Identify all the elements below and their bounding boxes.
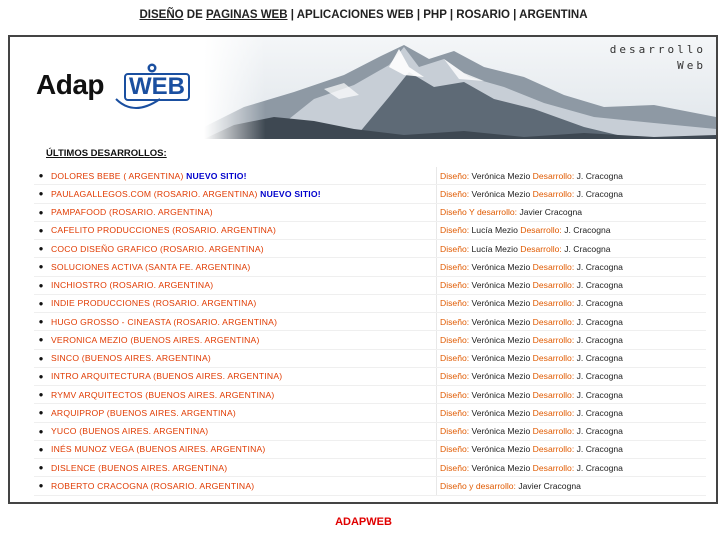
credit-value: Verónica Mezio — [469, 188, 533, 199]
project-link[interactable]: INTRO ARQUITECTURA (BUENOS AIRES. ARGENTINA) — [51, 371, 283, 382]
credit-value: J. Cracogna — [561, 225, 611, 236]
project-link[interactable]: ARQUIPROP (BUENOS AIRES. ARGENTINA) — [51, 407, 236, 418]
credit-value: Verónica Mezio — [469, 334, 533, 345]
new-site-badge: NUEVO SITIO! — [186, 170, 247, 181]
credit-cell — [437, 459, 707, 477]
bullet-icon: ● — [34, 203, 48, 221]
credit-value: Verónica Mezio — [469, 298, 533, 309]
credit-value: Verónica Mezio — [469, 280, 533, 291]
bullet-icon: ● — [34, 221, 48, 239]
table-row — [34, 349, 706, 367]
project-link[interactable]: PAULAGALLEGOS.COM (ROSARIO. ARGENTINA) — [51, 188, 261, 199]
bullet-icon: ● — [34, 185, 48, 203]
project-link[interactable]: YUCO (BUENOS AIRES. ARGENTINA) — [51, 426, 209, 437]
projects-table — [34, 167, 706, 496]
credit-value: Verónica Mezio — [469, 316, 533, 327]
bullet-icon: ● — [34, 240, 48, 258]
nav-link[interactable]: DISEÑO — [139, 9, 184, 21]
bullet-icon: ● — [34, 386, 48, 404]
credit-value: J. Cracogna — [574, 280, 623, 291]
credit-value: J. Cracogna — [574, 462, 623, 473]
table-row — [34, 294, 706, 312]
project-link[interactable]: INÉS MUNOZ VEGA (BUENOS AIRES. ARGENTINA) — [51, 444, 266, 455]
credit-label: Diseño: — [440, 462, 470, 473]
site-header — [10, 37, 716, 139]
project-link[interactable]: PAMPAFOOD (ROSARIO. ARGENTINA) — [51, 207, 213, 218]
credit-value: Verónica Mezio — [469, 426, 533, 437]
credit-value: Verónica Mezio — [469, 261, 533, 272]
credit-cell — [437, 240, 707, 258]
credit-label: Diseño: — [440, 407, 470, 418]
credit-label: Diseño: — [440, 334, 470, 345]
credit-label: Diseño: — [440, 298, 470, 309]
bullet-icon: ● — [34, 459, 48, 477]
logo-text: Adap — [36, 69, 104, 100]
credit-cell — [437, 404, 707, 422]
credit-label: Diseño: — [440, 389, 470, 400]
project-cell — [48, 440, 437, 458]
credit-label: Desarrollo: — [532, 261, 575, 272]
credit-cell — [437, 167, 707, 185]
table-row — [34, 167, 706, 185]
project-cell — [48, 331, 437, 349]
project-cell — [48, 459, 437, 477]
project-cell — [48, 185, 437, 203]
project-cell — [48, 313, 437, 331]
project-cell — [48, 221, 437, 239]
bullet-icon: ● — [34, 331, 48, 349]
credit-label: Desarrollo: — [532, 353, 575, 364]
credit-cell — [437, 331, 707, 349]
credit-cell — [437, 221, 707, 239]
nav-link[interactable]: PAGINAS WEB — [205, 9, 288, 21]
credit-cell — [437, 477, 707, 495]
credit-value: J. Cracogna — [574, 353, 623, 364]
credit-value: Verónica Mezio — [469, 407, 533, 418]
credit-cell — [437, 440, 707, 458]
credit-label: Desarrollo: — [532, 444, 575, 455]
top-nav — [0, 9, 727, 21]
credit-label: Desarrollo: — [532, 298, 575, 309]
credit-cell — [437, 349, 707, 367]
bullet-icon: ● — [34, 477, 48, 495]
credit-value: Verónica Mezio — [469, 462, 533, 473]
project-cell — [48, 258, 437, 276]
logo-badge: WEB — [124, 73, 190, 101]
project-cell — [48, 349, 437, 367]
project-cell — [48, 294, 437, 312]
credit-label: Diseño: — [440, 371, 470, 382]
credit-cell — [437, 422, 707, 440]
project-link[interactable]: INCHIOSTRO (ROSARIO. ARGENTINA) — [51, 280, 214, 291]
bullet-icon: ● — [34, 276, 48, 294]
credit-label: Desarrollo: — [520, 225, 562, 236]
project-link[interactable]: RYMV ARQUITECTOS (BUENOS AIRES. ARGENTINA) — [51, 389, 275, 400]
credit-cell — [437, 294, 707, 312]
credit-label: Diseño Y desarrollo: — [440, 207, 518, 218]
table-row — [34, 404, 706, 422]
bullet-icon: ● — [34, 422, 48, 440]
bullet-icon: ● — [34, 349, 48, 367]
table-row — [34, 440, 706, 458]
project-cell — [48, 203, 437, 221]
credit-label: Diseño: — [440, 170, 470, 181]
tagline-line1: desarrollo — [609, 43, 706, 56]
credit-cell — [437, 313, 707, 331]
project-link[interactable]: ROBERTO CRACOGNA (ROSARIO. ARGENTINA) — [51, 480, 255, 491]
table-row — [34, 367, 706, 385]
credit-label: Diseño: — [440, 316, 470, 327]
credit-label: Desarrollo: — [520, 243, 562, 254]
credit-label: Diseño: — [440, 261, 470, 272]
credit-label: Diseño: — [440, 280, 470, 291]
credit-value: Verónica Mezio — [469, 371, 533, 382]
project-cell — [48, 477, 437, 495]
table-row — [34, 258, 706, 276]
credit-label: Diseño: — [440, 426, 470, 437]
new-site-badge: NUEVO SITIO! — [260, 188, 321, 199]
bullet-icon: ● — [34, 313, 48, 331]
project-link[interactable]: COCO DISEÑO GRAFICO (ROSARIO. ARGENTINA) — [51, 243, 264, 254]
credit-value: Verónica Mezio — [469, 170, 533, 181]
credit-label: Diseño: — [440, 243, 470, 254]
bullet-icon: ● — [34, 404, 48, 422]
footer-title: ADAPWEB — [335, 516, 392, 528]
project-cell — [48, 167, 437, 185]
project-link[interactable]: VERONICA MEZIO (BUENOS AIRES. ARGENTINA) — [51, 334, 260, 345]
credit-value: J. Cracogna — [574, 298, 623, 309]
bullet-icon: ● — [34, 294, 48, 312]
bullet-icon: ● — [34, 367, 48, 385]
mountain-banner — [204, 37, 716, 139]
credit-label: Desarrollo: — [532, 334, 575, 345]
credit-cell — [437, 276, 707, 294]
credit-value: J. Cracogna — [574, 371, 623, 382]
credit-label: Diseño y desarrollo: — [440, 480, 516, 491]
credit-label: Diseño: — [440, 444, 470, 455]
bullet-icon: ● — [34, 258, 48, 276]
table-row — [34, 221, 706, 239]
credit-cell — [437, 203, 707, 221]
credit-label: Diseño: — [440, 225, 470, 236]
section-title: ÚLTIMOS DESARROLLOS: — [46, 148, 167, 159]
credit-value: J. Cracogna — [574, 316, 623, 327]
credit-value: Lucía Mezio — [469, 225, 521, 236]
credit-label: Desarrollo: — [532, 407, 575, 418]
project-link[interactable]: DISLENCE (BUENOS AIRES. ARGENTINA) — [51, 462, 228, 473]
credit-value: Javier Cracogna — [517, 207, 583, 218]
project-cell — [48, 422, 437, 440]
project-link[interactable]: SOLUCIONES ACTIVA (SANTA FE. ARGENTINA) — [51, 261, 251, 272]
table-row — [34, 422, 706, 440]
credit-label: Desarrollo: — [532, 188, 575, 199]
project-link[interactable]: CAFELITO PRODUCCIONES (ROSARIO. ARGENTINA) — [51, 225, 277, 236]
credit-value: J. Cracogna — [561, 243, 611, 254]
credit-value: Verónica Mezio — [469, 353, 533, 364]
main-frame — [8, 35, 718, 504]
project-link[interactable]: DOLORES BEBE ( ARGENTINA) — [51, 170, 187, 181]
nav-text: | APLICACIONES WEB | PHP | ROSARIO | ARGENTINA — [287, 9, 588, 21]
project-cell — [48, 240, 437, 258]
credit-label: Desarrollo: — [532, 280, 575, 291]
credit-value: J. Cracogna — [574, 444, 623, 455]
credit-label: Desarrollo: — [532, 426, 575, 437]
credit-value: J. Cracogna — [574, 170, 623, 181]
credit-value: Verónica Mezio — [469, 444, 533, 455]
nav-text: DE — [183, 9, 206, 21]
project-link[interactable]: SINCO (BUENOS AIRES. ARGENTINA) — [51, 353, 211, 364]
table-row — [34, 185, 706, 203]
credit-value: J. Cracogna — [574, 426, 623, 437]
credit-cell — [437, 258, 707, 276]
credit-value: Javier Cracogna — [515, 480, 581, 491]
table-row — [34, 313, 706, 331]
credit-label: Desarrollo: — [532, 316, 575, 327]
adapweb-logo[interactable] — [32, 59, 212, 119]
table-row — [34, 276, 706, 294]
credit-value: J. Cracogna — [574, 389, 623, 400]
table-row — [34, 459, 706, 477]
project-cell — [48, 386, 437, 404]
credit-value: J. Cracogna — [574, 334, 623, 345]
table-row — [34, 240, 706, 258]
credit-label: Diseño: — [440, 353, 470, 364]
credit-value: Lucía Mezio — [469, 243, 521, 254]
table-row — [34, 331, 706, 349]
project-cell — [48, 367, 437, 385]
bullet-icon: ● — [34, 440, 48, 458]
credit-label: Desarrollo: — [532, 170, 575, 181]
credit-label: Desarrollo: — [532, 371, 575, 382]
credit-value: J. Cracogna — [574, 261, 623, 272]
table-row — [34, 203, 706, 221]
project-link[interactable]: INDIE PRODUCCIONES (ROSARIO. ARGENTINA) — [51, 298, 257, 309]
credit-cell — [437, 367, 707, 385]
project-cell — [48, 404, 437, 422]
tagline-line2: Web — [677, 59, 706, 72]
credit-value: Verónica Mezio — [469, 389, 533, 400]
table-row — [34, 477, 706, 495]
project-cell — [48, 276, 437, 294]
credit-label: Desarrollo: — [532, 462, 575, 473]
credit-cell — [437, 185, 707, 203]
bullet-icon: ● — [34, 167, 48, 185]
table-row — [34, 386, 706, 404]
project-link[interactable]: HUGO GROSSO - CINEASTA (ROSARIO. ARGENTINA) — [51, 316, 278, 327]
credit-label: Desarrollo: — [532, 389, 575, 400]
credit-value: J. Cracogna — [574, 407, 623, 418]
credit-label: Diseño: — [440, 188, 470, 199]
credit-value: J. Cracogna — [574, 188, 623, 199]
credit-cell — [437, 386, 707, 404]
